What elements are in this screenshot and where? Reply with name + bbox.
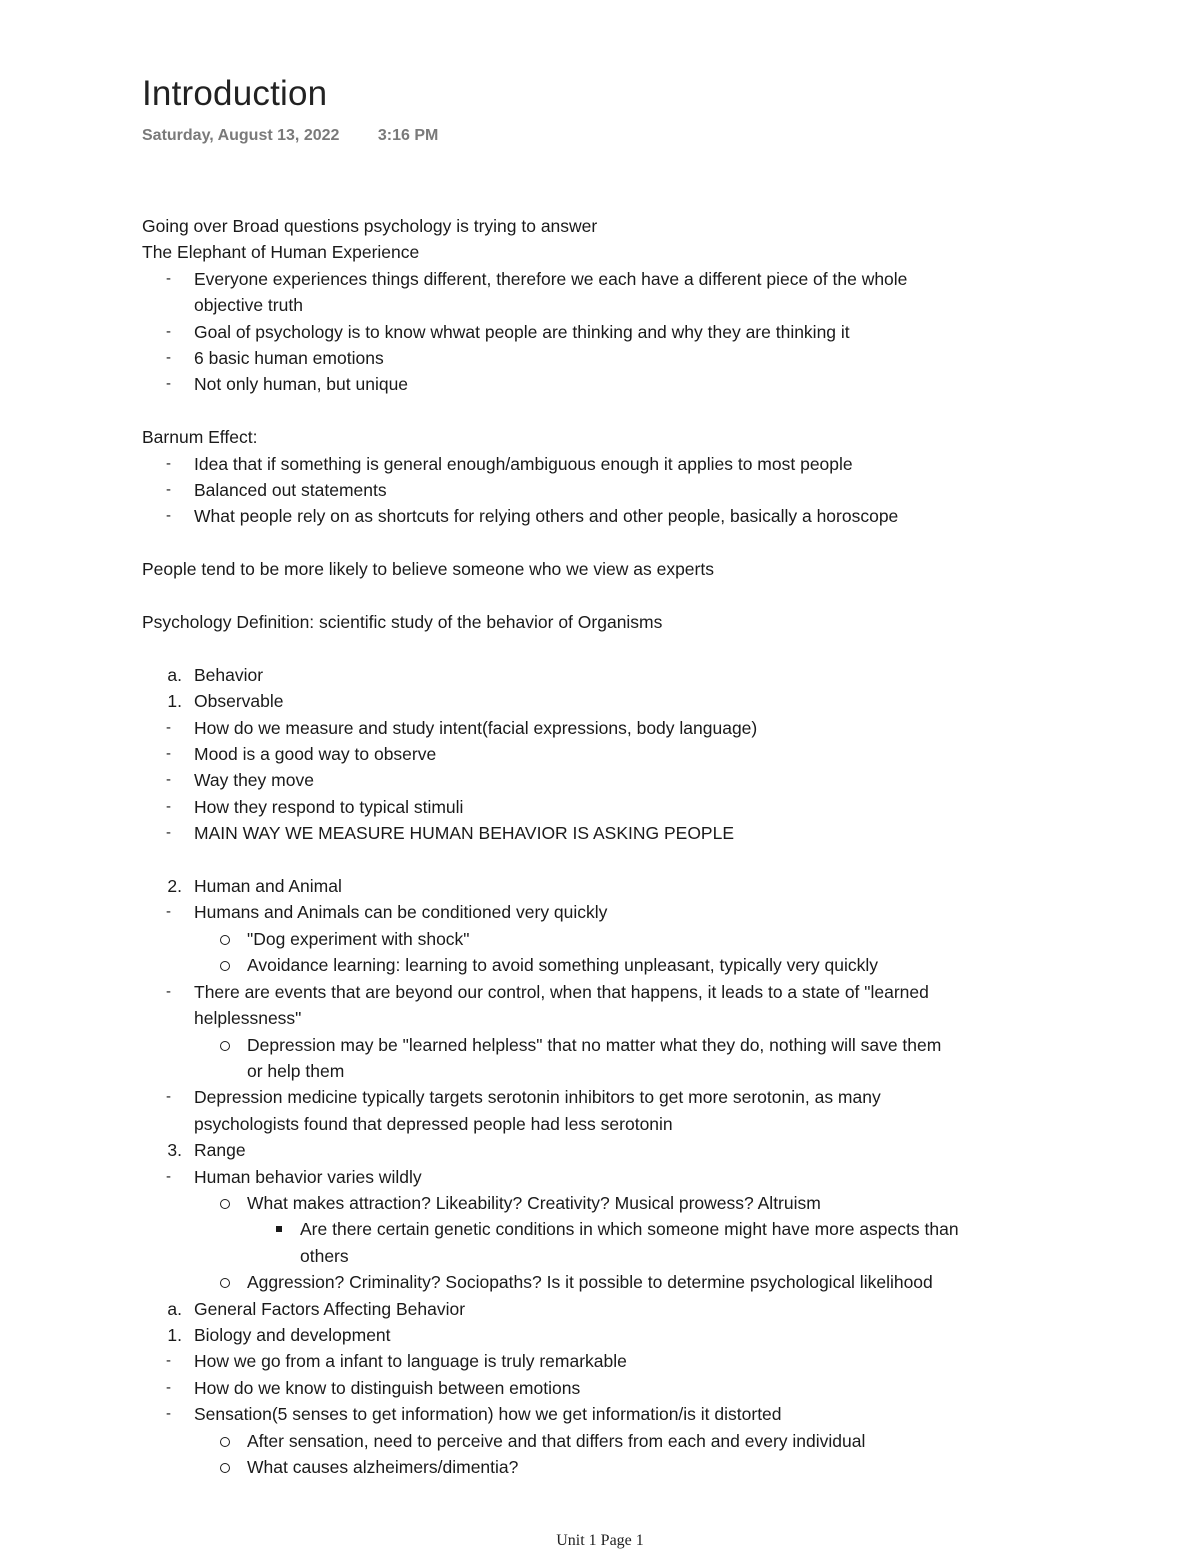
dash-bullet: - [166,982,171,1000]
note-line [142,794,1102,820]
note-text: General Factors Affecting Behavior [194,1298,466,1319]
note-line [142,371,1102,397]
note-text: psychologists found that depressed people had less serotonin [194,1113,673,1134]
note-text: Avoidance learning: learning to avoid something unpleasant, typically very quickly [247,955,879,976]
blank-line [142,583,1102,609]
note-text: MAIN WAY WE MEASURE HUMAN BEHAVIOR IS ASKING PEOPLE [194,823,735,844]
note-line [142,1243,1102,1269]
note-text: Human and Animal [194,876,342,897]
note-line [142,239,1102,265]
note-line [142,292,1102,318]
list-number: 1. [167,1324,182,1345]
note-text: Depression medicine typically targets serotonin inhibitors to get more serotonin, as many [194,1087,881,1108]
note-text: "Dog experiment with shock" [247,928,470,949]
note-line [142,820,1102,846]
note-text: The Elephant of Human Experience [142,242,420,263]
note-line [142,477,1102,503]
note-line [142,926,1102,952]
note-line [142,213,1102,239]
note-text: What people rely on as shortcuts for relying others and other people, basically a horoscope [194,506,899,527]
note-line [142,424,1102,450]
note-line [142,979,1102,1005]
note-text: Way they move [194,770,314,791]
dash-bullet: - [166,771,171,789]
note-text: People tend to be more likely to believe someone who we view as experts [142,559,714,580]
note-text: What causes alzheimers/dimentia? [247,1457,519,1478]
note-line [142,609,1102,635]
note-text: Aggression? Criminality? Sociopaths? Is it possible to determine psychological likelihood [247,1272,933,1293]
note-line [142,1401,1102,1427]
note-line [142,1137,1102,1163]
dash-bullet: - [166,322,171,340]
dash-bullet: - [166,718,171,736]
note-text: Everyone experiences things different, therefore we each have a different piece of the whole [194,268,908,289]
note-line [142,451,1102,477]
note-text: helplessness" [194,1008,302,1029]
blank-line [142,530,1102,556]
dash-bullet: - [166,903,171,921]
note-line [142,741,1102,767]
note-text: How we go from a infant to language is truly remarkable [194,1351,627,1372]
blank-line [142,398,1102,424]
note-text: There are events that are beyond our control, when that happens, it leads to a state of "learned [194,981,929,1002]
note-line [142,1322,1102,1348]
note-line [142,1190,1102,1216]
note-line [142,503,1102,529]
dash-bullet: - [166,1352,171,1370]
dash-bullet: - [166,824,171,842]
dash-bullet: - [166,1088,171,1106]
note-text: Mood is a good way to observe [194,744,437,765]
note-line [142,1375,1102,1401]
note-line [142,266,1102,292]
note-text: Human behavior varies wildly [194,1166,422,1187]
note-text: Are there certain genetic conditions in which someone might have more aspects than [300,1219,959,1240]
note-line [142,899,1102,925]
list-number: a. [167,664,182,685]
note-text: 6 basic human emotions [194,348,384,369]
list-number: 3. [167,1140,182,1161]
note-text: How do we know to distinguish between emotions [194,1377,581,1398]
note-line [142,1111,1102,1137]
dash-bullet: - [166,745,171,763]
note-text: Range [194,1140,246,1161]
note-line [142,1348,1102,1374]
note-line [142,1296,1102,1322]
note-line [142,1454,1102,1480]
dash-bullet: - [166,1378,171,1396]
note-line [142,952,1102,978]
dash-bullet: - [166,375,171,393]
note-text: Observable [194,691,284,712]
page-title: Introduction [142,74,328,113]
note-line [142,688,1102,714]
list-number: 2. [167,876,182,897]
note-text: Biology and development [194,1324,391,1345]
note-line [142,1164,1102,1190]
note-text: What makes attraction? Likeability? Creativity? Musical prowess? Altruism [247,1192,821,1213]
note-text: Sensation(5 senses to get information) how we get information/is it distorted [194,1404,782,1425]
note-text: Goal of psychology is to know whwat people are thinking and why they are thinking it [194,321,850,342]
dash-bullet: - [166,481,171,499]
note-text: How they respond to typical stimuli [194,796,464,817]
dash-bullet: - [166,1405,171,1423]
note-line [142,556,1102,582]
note-text: Balanced out statements [194,480,387,501]
note-text: Going over Broad questions psychology is trying to answer [142,216,598,236]
note-text: Humans and Animals can be conditioned very quickly [194,902,608,923]
note-line [142,1216,1102,1242]
dash-bullet: - [166,454,171,472]
note-line [142,715,1102,741]
note-line [142,1084,1102,1110]
page-footer: Unit 1 Page 1 [556,1532,644,1549]
note-line [142,1032,1102,1058]
note-text: Depression may be "learned helpless" that no matter what they do, nothing will save them [247,1034,942,1055]
note-text: Psychology Definition: scientific study of the behavior of Organisms [142,612,663,633]
note-date: Saturday, August 13, 2022 [142,127,340,144]
blank-line [142,635,1102,661]
note-text: objective truth [194,295,303,316]
dash-bullet: - [166,349,171,367]
dash-bullet: - [166,269,171,287]
note-text: Idea that if something is general enough/ambiguous enough it applies to most people [194,453,853,474]
dash-bullet: - [166,797,171,815]
note-metadata [142,127,438,145]
dash-bullet: - [166,507,171,525]
note-line [142,1269,1102,1295]
note-time: 3:16 PM [377,127,439,144]
list-number: 1. [167,691,182,712]
note-line [142,1005,1102,1031]
note-text: others [300,1245,349,1266]
note-text: After sensation, need to perceive and that differs from each and every individual [247,1430,866,1451]
note-line [142,662,1102,688]
note-line [142,767,1102,793]
blank-line [142,847,1102,873]
note-text: or help them [247,1060,345,1081]
note-text: Behavior [194,664,264,685]
dash-bullet: - [166,1167,171,1185]
list-number: a. [167,1298,182,1319]
note-line [142,1058,1102,1084]
note-line [142,1428,1102,1454]
note-text: Barnum Effect: [142,427,258,448]
note-line [142,873,1102,899]
note-body [142,213,1102,1480]
note-text: How do we measure and study intent(facial expressions, body language) [194,717,758,738]
note-line [142,319,1102,345]
note-line [142,345,1102,371]
note-text: Not only human, but unique [194,374,409,395]
